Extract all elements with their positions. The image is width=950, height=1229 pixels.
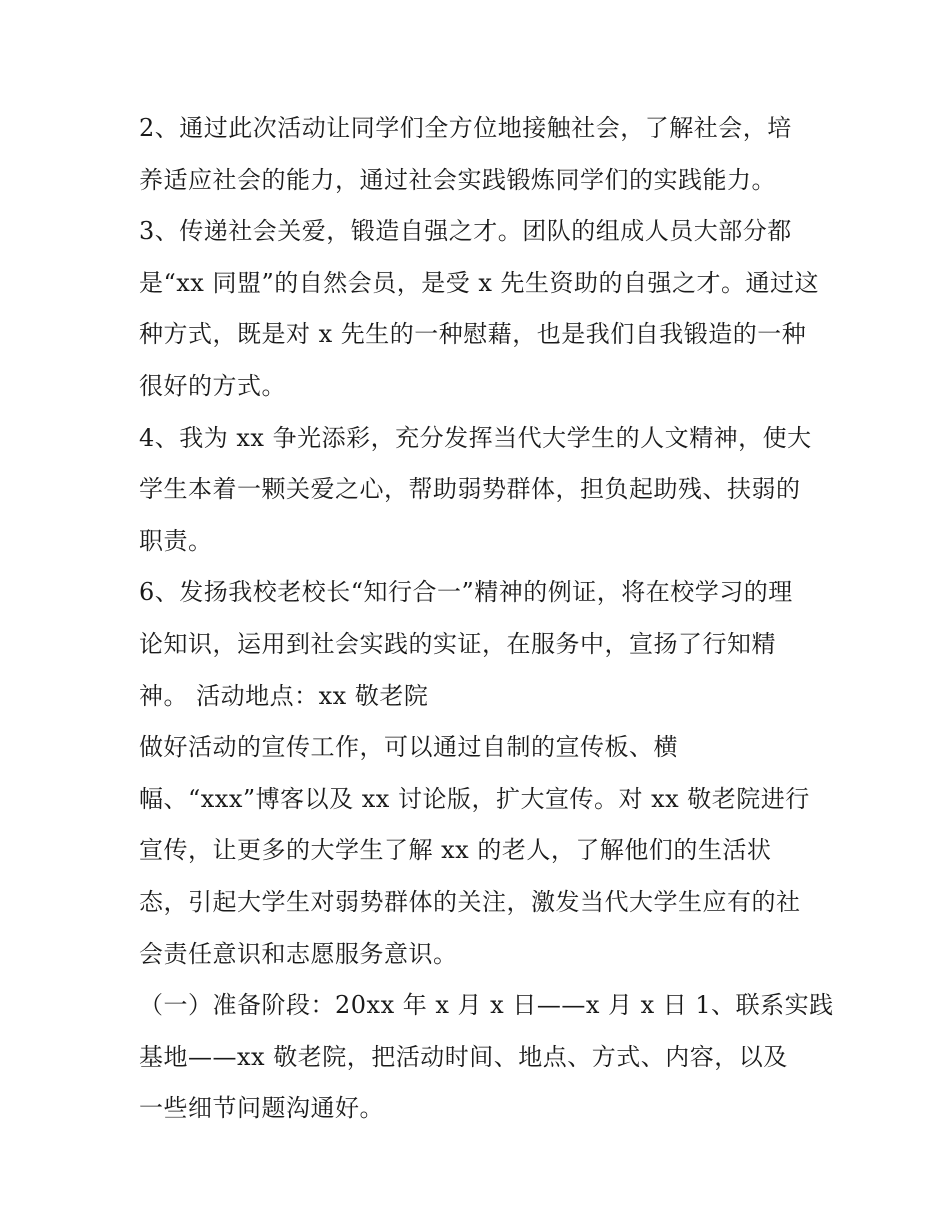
text-line: 种方式，既是对 x 先生的一种慰藉，也是我们自我锻造的一种 (139, 320, 807, 349)
text-line: 宣传，让更多的大学生了解 xx 的老人，了解他们的生活状 (139, 836, 772, 865)
paragraph-goal-6 (139, 567, 819, 722)
text-line: 神。 活动地点：xx 敬老院 (139, 681, 429, 710)
text-line: 养适应社会的能力，通过社会实践锻炼同学们的实践能力。 (139, 165, 776, 194)
text-line: 2、通过此次活动让同学们全方位地接触社会，了解社会，培 (139, 114, 792, 142)
paragraph-preparation-stage (139, 980, 834, 1135)
text-line: 是“xx 同盟”的自然会员，是受 x 先生资助的自强之才。通过这 (139, 268, 820, 297)
text-line: 做好活动的宣传工作，可以通过自制的宣传板、横 (139, 733, 678, 762)
text-line: 一些细节问题沟通好。 (139, 1094, 384, 1123)
text-line: 会责任意识和志愿服务意识。 (139, 939, 458, 968)
text-line: 论知识，运用到社会实践的实证，在服务中，宣扬了行知精 (139, 629, 776, 658)
text-line: 很好的方式。 (139, 371, 286, 400)
paragraph-goal-2 (139, 103, 819, 206)
paragraph-goal-3 (139, 206, 819, 412)
text-line: 基地——xx 敬老院，把活动时间、地点、方式、内容，以及 (139, 1042, 788, 1071)
text-line: 6、发扬我校老校长“知行合一”精神的例证，将在校学习的理 (139, 578, 793, 607)
document-body (139, 103, 834, 1135)
text-line: 职责。 (139, 526, 213, 555)
text-line: （一）准备阶段：20xx 年 x 月 x 日——x 月 x 日 1、联系实践 (139, 991, 834, 1020)
paragraph-publicity (139, 722, 819, 980)
text-line: 态，引起大学生对弱势群体的关注，激发当代大学生应有的社 (139, 887, 801, 916)
text-line: 3、传递社会关爱，锻造自强之才。团队的组成人员大部分都 (139, 217, 792, 246)
text-line: 幅、“xxx”博客以及 xx 讨论版，扩大宣传。对 xx 敬老院进行 (139, 784, 810, 813)
text-line: 学生本着一颗关爱之心，帮助弱势群体，担负起助残、扶弱的 (139, 475, 801, 504)
text-line: 4、我为 xx 争光添彩，充分发挥当代大学生的人文精神，使大 (139, 423, 812, 452)
paragraph-goal-4 (139, 413, 819, 568)
